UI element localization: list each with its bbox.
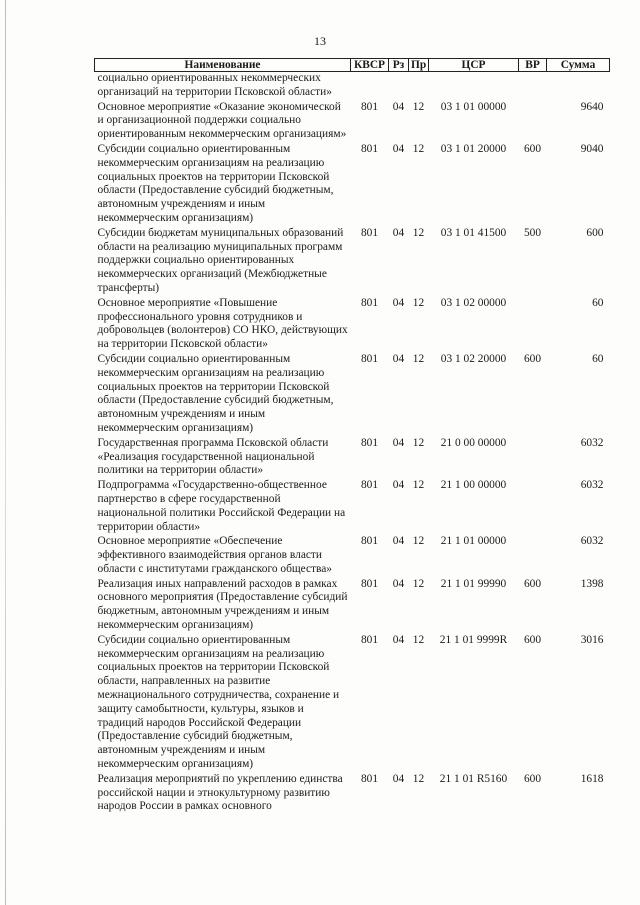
cell-name: Субсидии социально ориентированным некоммерческим организациям на реализацию социальных проектов на территории Псковской области (Предоставление субсидий бюджетным, автономным учреждениям и иным некоммерческим организациям) (97, 142, 334, 224)
cell-kvsr: 801 (360, 226, 379, 239)
cell-csr: 21 1 00 00000 (440, 479, 507, 492)
cell-csr: 21 1 01 R5160 (439, 772, 508, 785)
cell-rz: 04 (392, 633, 405, 646)
header-sum: Сумма (547, 59, 610, 72)
budget-table (94, 58, 610, 815)
table-row (95, 437, 610, 479)
cell-vr: 500 (523, 226, 542, 239)
cell-vr (519, 535, 547, 577)
cell-kvsr: 801 (360, 352, 379, 365)
table-row (95, 297, 610, 353)
cell-pr: 12 (412, 577, 425, 590)
table-row (95, 72, 610, 101)
cell-pr: 12 (412, 100, 425, 113)
table-header-row (95, 59, 610, 72)
table-row (95, 535, 610, 577)
header-vr: ВР (519, 59, 547, 72)
cell-kvsr: 801 (360, 296, 379, 309)
cell-vr: 600 (523, 772, 542, 785)
header-pr: Пр (409, 59, 429, 72)
table-row (95, 101, 610, 143)
cell-csr: 03 1 02 00000 (440, 296, 507, 309)
cell-rz: 04 (392, 479, 405, 492)
cell-csr: 21 1 01 00000 (440, 535, 507, 548)
cell-sum: 600 (586, 226, 604, 239)
cell-rz: 04 (392, 226, 405, 239)
cell-name: Государственная программа Псковской области «Реализация государственной национальной политики на территории области» (97, 436, 329, 477)
cell-name: Основное мероприятие «Обеспечение эффективного взаимодействия органов власти области с институтами гражданского общества» (97, 535, 332, 575)
cell-name: Субсидии бюджетам муниципальных образований области на реализацию муниципальных программ поддержки социально ориентированных некоммерческих организаций (Межбюджетные трансферты) (97, 226, 344, 294)
header-kvsr: КВСР (351, 59, 389, 72)
cell-kvsr: 801 (360, 633, 379, 646)
cell-csr: 03 1 01 00000 (440, 100, 507, 113)
table-row (95, 773, 610, 815)
cell-rz: 04 (392, 100, 405, 113)
cell-vr (519, 72, 547, 101)
cell-rz: 04 (392, 772, 405, 785)
cell-pr: 12 (412, 535, 425, 548)
table-row (95, 227, 610, 297)
cell-pr: 12 (412, 772, 425, 785)
cell-sum: 3016 (580, 633, 604, 646)
cell-name: Подпрограмма «Государственно-общественное партнерство в сфере государственной национальной политики Российской Федерации на территории области» (97, 479, 346, 533)
table-body (95, 72, 610, 816)
cell-name: Субсидии социально ориентированным некоммерческим организациям на реализацию социальных проектов на территории Псковской области (Предоставление субсидий бюджетным, автономным учреждениям и иным некоммерческим организациям) (97, 352, 334, 434)
cell-pr: 12 (412, 633, 425, 646)
cell-csr: 03 1 01 41500 (440, 226, 507, 239)
cell-rz: 04 (392, 577, 405, 590)
cell-rz: 04 (392, 352, 405, 365)
cell-kvsr (351, 72, 389, 101)
cell-vr: 600 (523, 352, 542, 365)
header-csr: ЦСР (429, 59, 519, 72)
cell-name: Реализация иных направлений расходов в рамках основного мероприятия (Предоставление субсидий бюджетным, автономным учреждениям и иным некоммерческим организациям) (97, 577, 348, 632)
cell-rz: 04 (392, 535, 405, 548)
cell-csr (429, 72, 519, 101)
cell-vr (519, 297, 547, 353)
cell-kvsr: 801 (360, 436, 379, 449)
cell-sum: 60 (592, 296, 604, 309)
cell-pr: 12 (412, 436, 425, 449)
cell-vr: 600 (523, 577, 542, 590)
cell-name: Основное мероприятие «Повышение профессионального уровня сотрудников и добровольцев (волонтеров) СО НКО, действующих на территории Псковской области» (97, 296, 348, 351)
cell-vr (519, 479, 547, 535)
cell-name: Основное мероприятие «Оказание экономической и организационной поддержки социально ориентированным некоммерческим организациям» (97, 100, 347, 141)
cell-sum: 9640 (580, 100, 604, 113)
cell-kvsr: 801 (360, 142, 379, 155)
cell-csr: 03 1 01 20000 (440, 142, 507, 155)
table-row (95, 143, 610, 227)
cell-vr: 600 (523, 633, 542, 646)
cell-vr (519, 101, 547, 143)
cell-kvsr: 801 (360, 577, 379, 590)
cell-rz: 04 (392, 142, 405, 155)
cell-sum: 9040 (580, 142, 604, 155)
header-rz: Рз (389, 59, 409, 72)
cell-name: социально ориентированных некоммерческих организаций на территории Псковской области» (97, 72, 332, 98)
cell-name: Реализация мероприятий по укреплению единства российской нации и этнокультурному развитию народов России в рамках основного (97, 772, 343, 813)
cell-vr: 600 (523, 142, 542, 155)
cell-sum: 6032 (580, 436, 604, 449)
cell-sum: 6032 (580, 535, 604, 548)
cell-rz (389, 72, 409, 101)
cell-csr: 21 1 01 99990 (440, 577, 507, 590)
cell-vr (519, 437, 547, 479)
page-number: 13 (314, 34, 326, 48)
cell-pr: 12 (412, 479, 425, 492)
cell-kvsr: 801 (360, 100, 379, 113)
cell-pr (409, 72, 429, 101)
cell-rz: 04 (392, 296, 405, 309)
cell-sum: 1398 (580, 577, 604, 590)
cell-csr: 03 1 02 20000 (440, 352, 507, 365)
cell-sum: 6032 (580, 479, 604, 492)
cell-rz: 04 (392, 436, 405, 449)
cell-pr: 12 (412, 296, 425, 309)
cell-name: Субсидии социально ориентированным некоммерческим организациям на реализацию социальных проектов на территории Псковской области, направленных на развитие межнационального сотрудничества, сохранение и защиту самобытности, культуры, языков и традиций народов Российской Федерации (Предоставление субсидий бюджетным, автономным учреждениям и иным некоммерческим организациям) (97, 633, 340, 771)
cell-pr: 12 (412, 352, 425, 365)
cell-sum: 1618 (580, 772, 604, 785)
cell-kvsr: 801 (360, 479, 379, 492)
table-row (95, 479, 610, 535)
scan-margin-line (5, 0, 6, 905)
cell-sum (547, 72, 610, 101)
cell-csr: 21 1 01 9999R (439, 633, 508, 646)
cell-pr: 12 (412, 142, 425, 155)
table-row (95, 353, 610, 437)
table-row (95, 578, 610, 634)
header-name: Наименование (95, 59, 351, 72)
cell-kvsr: 801 (360, 772, 379, 785)
cell-pr: 12 (412, 226, 425, 239)
table-row (95, 634, 610, 773)
cell-csr: 21 0 00 00000 (440, 436, 507, 449)
cell-kvsr: 801 (360, 535, 379, 548)
cell-sum: 60 (592, 352, 604, 365)
